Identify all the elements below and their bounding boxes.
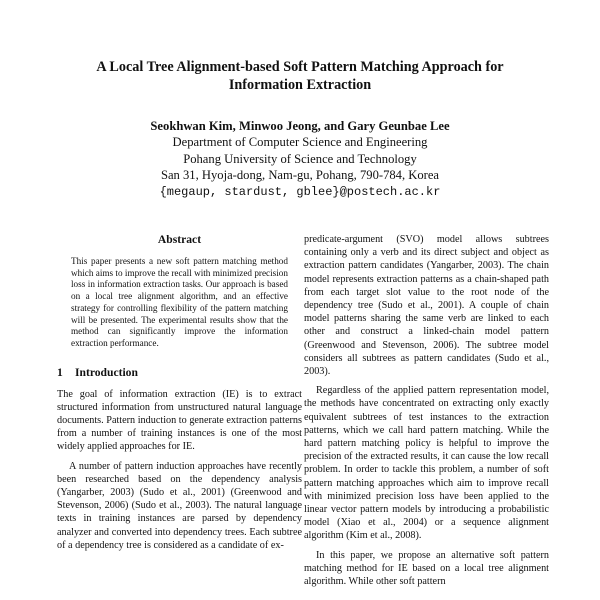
paper-title: A Local Tree Alignment-based Soft Pattern Matching Approach for Information Extraction (96, 59, 504, 93)
author-names: Seokhwan Kim, Minwoo Jeong, and Gary Geunbae Lee (150, 119, 450, 133)
section-number: 1 (57, 365, 63, 379)
author-email: {megaup, stardust, gblee}@postech.ac.kr (159, 184, 441, 199)
left-column (57, 233, 302, 552)
right-column (304, 233, 549, 588)
author-block (60, 118, 540, 200)
right-paragraph-3: In this paper, we propose an alternative soft pattern matching method for IE based on a local tree alignment algorithm. While other soft pattern (304, 549, 549, 588)
affiliation-department: Department of Computer Science and Engineering (172, 135, 428, 150)
affiliation-address: San 31, Hyoja-dong, Nam-gu, Pohang, 790-784, Korea (160, 168, 440, 183)
section-title: Introduction (75, 365, 138, 379)
affiliation-university: Pohang University of Science and Technology (183, 151, 417, 166)
intro-paragraph-1: The goal of information extraction (IE) is to extract structured information from unstructured natural language documents. Pattern induction to generate extraction patterns from a number of training instances is one of the most widely applied approaches for IE. (57, 388, 302, 453)
right-paragraph-1: predicate-argument (SVO) model allows subtrees containing only a verb and its direct subject and object as extraction pattern candidates (Yangarber, 2003). The chain model represents extraction patterns as a chain-shaped path from each target slot value to the root node of the dependency tree (Sudo et al., 2001). A couple of chain model patterns sharing the same verb are linked to each other and construct a linked-chain model pattern (Greenwood and Stevenson, 2006). The subtree model considers all subtrees as pattern candidates (Sudo et al., 2003). (304, 234, 549, 378)
abstract-text: This paper presents a new soft pattern matching method which aims to improve the recall with minimized precision loss in information extraction tasks. Our approach is based on a local tree alignment algorithm, and an effective strategy for controlling flexibility of the pattern matching will be presented. The experimental results show that the method can significantly improve the information extraction performance. (71, 256, 288, 348)
abstract-heading: Abstract (157, 233, 202, 246)
section-heading-introduction (57, 366, 302, 380)
intro-paragraph-2: A number of pattern induction approaches have recently been researched based on the dependency analysis (Yangarber, 2003) (Sudo et al., 2001) (Greenwood and Stevenson, 2006) (Sudo et al., 2003). The natural language texts in training instances are parsed by dependency analyzer and converted into dependency trees. Each subtree of a dependency tree is considered as a candidate of ex- (57, 460, 302, 551)
right-paragraph-2: Regardless of the applied pattern representation model, the methods have concentrated on extracting only exactly equivalent subtrees of test instances to the extraction patterns, which we call hard pattern matching. While the hard pattern matching policy is helpful to improve the precision of the extracted results, it can cause the low recall problem. In order to tackle this problem, a number of soft pattern matching approaches which aim to improve recall with minimized precision loss have been applied to the linear vector pattern models by introducing a probabilistic model (Xiao et al., 2004) or a sequence alignment algorithm (Kim et al., 2008). (304, 385, 549, 542)
